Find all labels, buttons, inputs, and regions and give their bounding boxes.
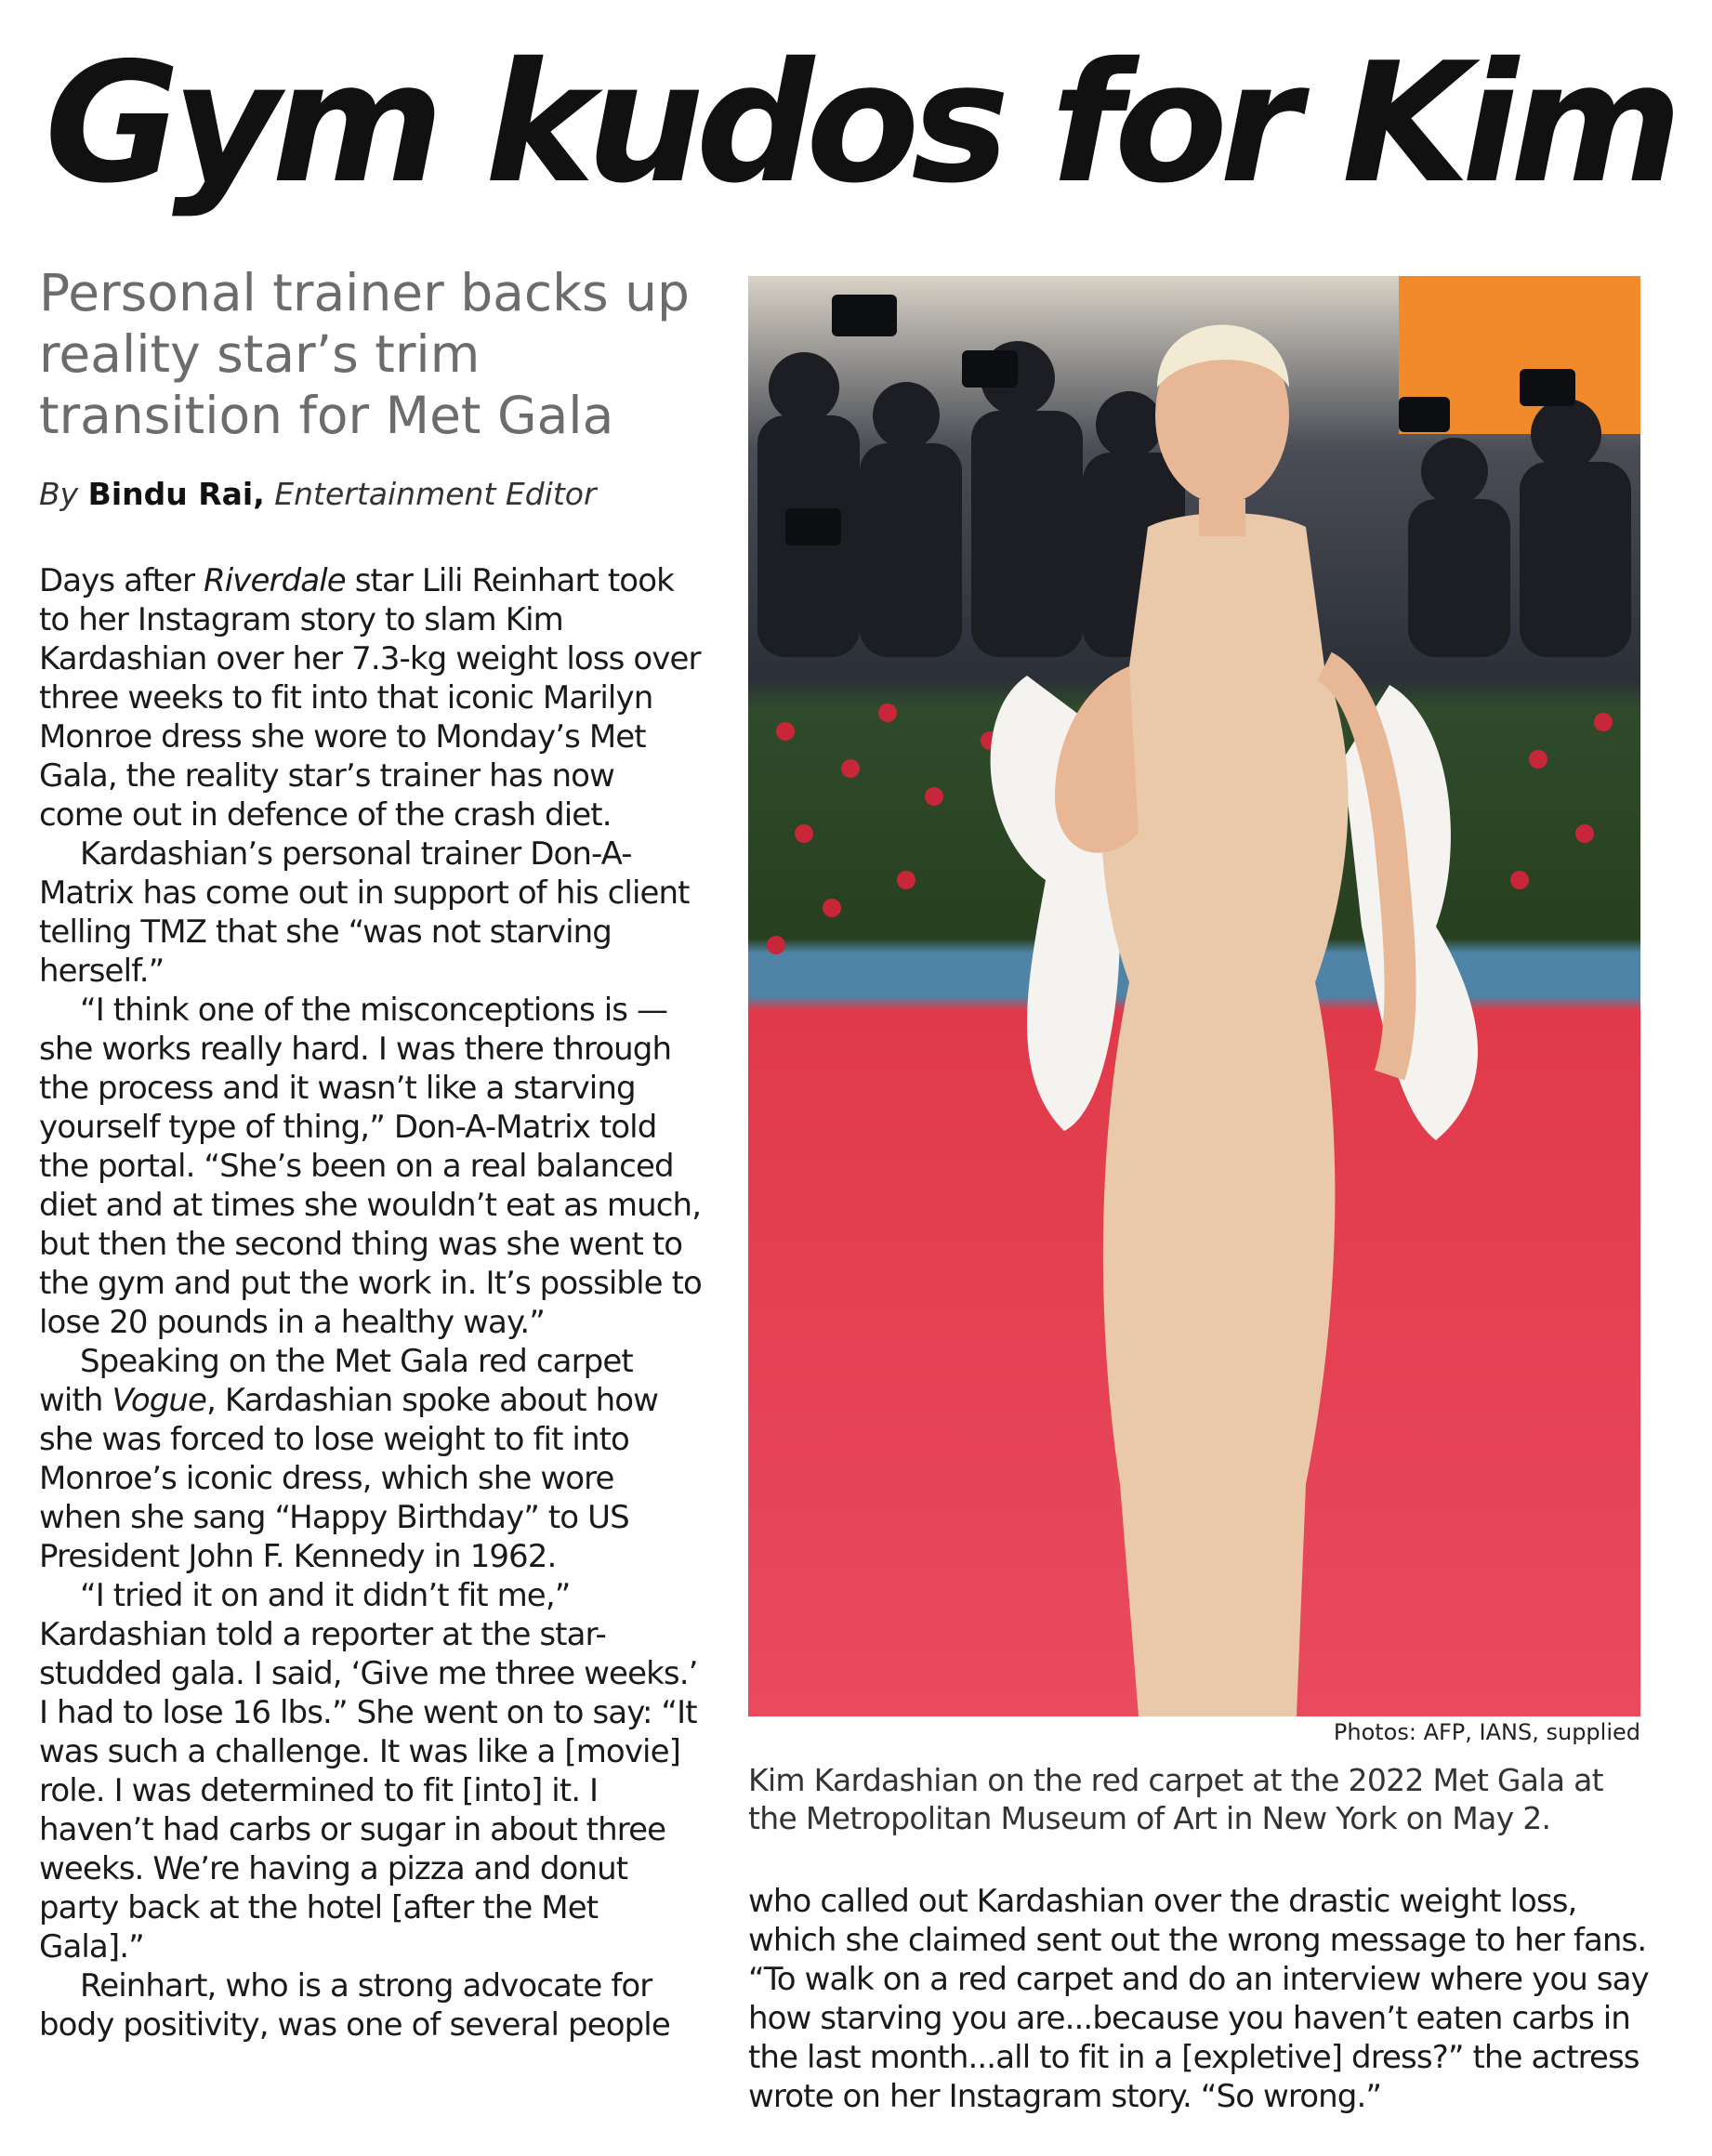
byline-prefix: By [39,476,79,512]
paragraph-4-end: , Kardashian spoke about how she was forced to lose weight to fit into Monroe’s iconic dress, which she wore when she sang “Happy Birthday” to US President John F. Kennedy in 1962. [39,1382,659,1575]
headline: Gym kudos for Kim [45,27,1675,219]
paragraph-1-end: star Lili Reinhart took to her Instagram story to slam Kim Kardashian over her 7.3-kg weight loss over three weeks to fit into that iconic Marilyn Monroe dress she wore to Monday’s Met Gala, the reality star’s trainer has now come out in defence of the crash diet. [39,562,701,834]
paragraph-1 [39,561,704,835]
paragraph-continued: who called out Kardashian over the drastic weight loss, which she claimed sent out the wrong message to her fans. “To walk on a red carpet and do an interview where you say how starving you are...because you haven’t eaten carbs in the last month...all to fit in a [expletive] dress?” the actress wrote on her Instagram story. “So wrong.” [748,1883,1649,2115]
neck [1199,499,1245,536]
paragraph-4-start: Speaking on the Met Gala red carpet with [39,1343,633,1419]
left-arm [1055,666,1139,853]
paragraph-3: “I think one of the misconceptions is — she works really hard. I was there through the process and it wasn’t like a starving yourself type of thing,” Don-A-Matrix told the portal. “She’s been on a real balanced diet and at times she wouldn’t eat as much, but then the second thing was she went to the gym and put the work in. It’s possible to lose 20 pounds in a healthy way.” [39,992,702,1341]
paragraph-5: “I tried it on and it didn’t fit me,” Kardashian told a reporter at the star-studded gala. I said, ‘Give me three weeks.’ I had to lose 16 lbs.” She went on to say: “It was such a challenge. It was like a [movie] role. I was determined to fit [into] it. I haven’t had carbs or sugar in about three weeks. We’re having a pizza and donut party back at the hotel [after the Met Gala].” [39,1577,698,1965]
beaded-dress [1101,513,1348,1716]
show-title-riverdale: Riverdale [204,562,346,599]
left-column [39,262,704,2044]
subheadline: Personal trainer backs up reality star’s trim transition for Met Gala [39,263,690,445]
red-carpet-photo [748,276,1640,1716]
photo-illustration [748,276,1640,1716]
paragraph-2: Kardashian’s personal trainer Don-A-Matrix has come out in support of his client telling TMZ that she “was not starving herself.” [39,835,690,990]
author-name: Bindu Rai, [87,476,265,512]
byline [39,474,704,515]
article-body-left [39,561,704,2044]
photo-caption: Kim Kardashian on the red carpet at the 2022 Met Gala at the Metropolitan Museum of Art in New York on May 2. [748,1762,1603,1836]
photo-credit: Photos: AFP, IANS, supplied [1333,1719,1640,1745]
paragraph-4 [39,1342,704,1576]
paragraph-1-start: Days after [39,562,204,599]
article-body-right [748,1882,1650,2116]
author-role: Entertainment Editor [274,476,597,512]
publication-vogue: Vogue [112,1382,207,1419]
paragraph-6: Reinhart, who is a strong advocate for body positivity, was one of several people [39,1967,670,2044]
